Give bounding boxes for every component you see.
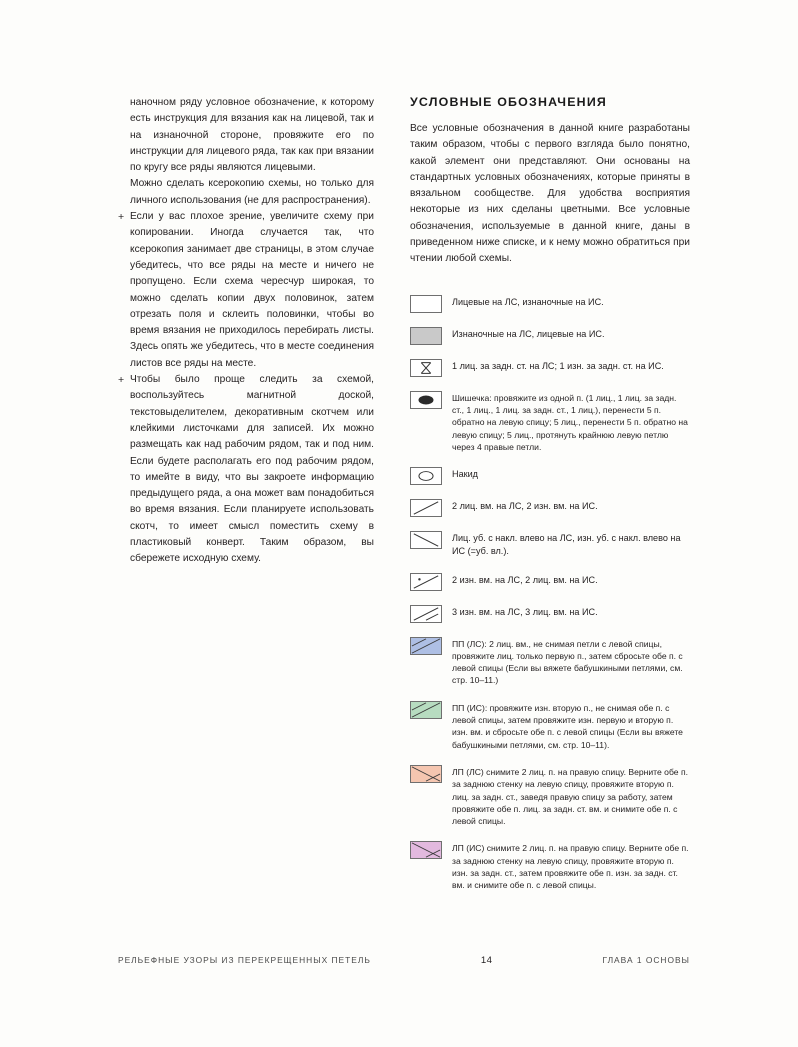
symbol-container [410, 636, 452, 655]
legend-item [410, 294, 690, 313]
paragraph-text: Если у вас плохое зрение, увеличите схему при копировании. Иногда случается так, что ксерокопия занимает две страницы, в этом случае убедитесь, что все ряды на месте и ничего не пропущено. Если схема чересчур широкая, то можно сделать копии двух половинок, затем отрезать поля и склеить половинки, чтобы во время вязания не приходилось перебирать листы. Здесь опять же убедитесь, что в месте соединения листов все ряды на месте. [130, 211, 374, 369]
legend-item-text: ЛП (ИС) снимите 2 лиц. п. на правую спицу. Верните обе п. за заднюю стенку на левую спицу, провяжите вторую п. изн. за задн. ст., затем провяжите обе п. изн. за задн. ст. вм. и снимите обе п. с левой спицы. [452, 843, 689, 891]
legend-item-text: Изнаночные на ЛС, лицевые на ИС. [452, 328, 605, 339]
page-content [118, 95, 690, 905]
symbol-container [410, 358, 452, 377]
symbol-container [410, 294, 452, 313]
legend-item [410, 700, 690, 751]
legend-item [410, 604, 690, 623]
legend-item [410, 390, 690, 453]
p2tog-symbol [410, 573, 442, 591]
left-cross-ws-symbol [410, 841, 442, 859]
legend-item-text: Шишечка: провяжите из одной п. (1 лиц., 1 лиц. за задн. ст., 1 лиц., 1 лиц. за задн. ст., 1 лиц.), перенести 5 п. обратно на левую спицу; 5 лиц., перенести 5 п. обратно на левую спицу; 5 лиц., протянуть крайнюю левую петлю через 4 правые петли. [452, 392, 688, 452]
paragraph [118, 95, 374, 176]
page-number: 14 [480, 955, 493, 966]
paragraph-text: наночном ряду условное обозначение, к которому есть инструкция для вязания как на лицевой, так и на изнаночной стороне, провяжите его по инструкции для лицевого ряда, так как при вязании по кругу все ряды являются лицевыми. [130, 97, 374, 174]
left-text-column [118, 95, 374, 568]
paragraph-bulleted [118, 372, 374, 568]
legend-symbol-list [410, 294, 690, 892]
symbol-container [410, 530, 452, 549]
yarn-over-symbol [410, 467, 442, 485]
symbol-container [410, 390, 452, 409]
page-footer [118, 955, 690, 966]
legend-item [410, 498, 690, 517]
paragraph-text: Можно сделать ксерокопию схемы, но только для личного использования (не для распространения). [130, 178, 374, 206]
legend-item [410, 764, 690, 827]
legend-item [410, 530, 690, 558]
legend-item-text: Лиц. уб. с накл. влево на ЛС, изн. уб. с накл. влево на ИС (=уб. вл.). [452, 533, 681, 557]
ssk-symbol [410, 531, 442, 549]
footer-chapter-subtitle: РЕЛЬЕФНЫЕ УЗОРЫ ИЗ ПЕРЕКРЕЩЕННЫХ ПЕТЕЛЬ [118, 955, 371, 965]
two-column-layout [118, 95, 690, 905]
right-cross-ws-symbol [410, 701, 442, 719]
left-cross-rs-symbol [410, 765, 442, 783]
legend-heading: УСЛОВНЫЕ ОБОЗНАЧЕНИЯ [410, 95, 608, 109]
legend-item-text: 2 изн. вм. на ЛС, 2 лиц. вм. на ИС. [452, 574, 598, 585]
legend-item [410, 358, 690, 377]
legend-intro-text: Все условные обозначения в данной книге разработаны таким образом, чтобы с первого взгляда было понятно, какой элемент они представляют. Они основаны на стандартных условных обозначениях, которые приняты в вязальном сообществе. Для удобства восприятия некоторые из них сделаны цветными. Все условные обозначения, используемые в данной книге, даны в приведенном ниже списке, и к нему можно обратиться при чтении любой схемы. [410, 123, 690, 265]
legend-item-text: ЛП (ЛС) снимите 2 лиц. п. на правую спицу. Верните обе п. за заднюю стенку на левую спицу, провяжите вторую п. лиц. за задн. ст., заведя правую спицу за работу, затем провяжите обе п. лиц. за задн. ст. вм. и снимите обе п. с левой спицы. [452, 766, 688, 827]
legend-item-text: ПП (ИС): провяжите изн. вторую п., не снимая обе п. с левой спицы, затем провяжите изн. первую и вторую п. изн. вм. и сбросьте обе п. с левой спицы (Если вы вяжете бабушкиными петлями, см. стр. 10–11). [452, 702, 683, 750]
symbol-container [410, 498, 452, 517]
legend-item [410, 572, 690, 591]
legend-item-text: 2 лиц. вм. на ЛС, 2 изн. вм. на ИС. [452, 501, 598, 512]
symbol-container [410, 700, 452, 719]
legend-item [410, 840, 690, 891]
symbol-container [410, 840, 452, 859]
legend-item-text: Лицевые на ЛС, изнаночные на ИС. [452, 296, 604, 307]
symbol-container [410, 764, 452, 783]
legend-column [410, 95, 690, 905]
k3tog-symbol [410, 605, 442, 623]
paragraph-text: Чтобы было проще следить за схемой, воспользуйтесь магнитной доской, текстовыделителем, декоративным скотчем или клейкими листочками для записей. Их можно размещать как над рабочим рядом, так и под ним. Если будете располагать его под рабочим рядом, то имейте в виду, что вы закроете информацию предыдущего ряда, а она может вам понадобиться во время вязания. Если планируете использовать скотч, то имеет смысл поместить схему в пластиковый конверт. Таким образом, вы сбережете исходную схему. [130, 374, 374, 565]
symbol-container [410, 326, 452, 345]
k2tog-symbol [410, 499, 442, 517]
bullet-marker: + [118, 211, 125, 224]
paragraph-bulleted [118, 209, 374, 372]
empty-square-symbol [410, 295, 442, 313]
legend-item [410, 636, 690, 687]
legend-item-text: 3 изн. вм. на ЛС, 3 лиц. вм. на ИС. [452, 606, 598, 617]
footer-chapter-title: ГЛАВА 1 ОСНОВЫ [602, 955, 690, 965]
legend-item [410, 326, 690, 345]
right-cross-rs-symbol [410, 637, 442, 655]
bullet-marker: + [118, 374, 125, 387]
legend-item-text: Накид [452, 469, 478, 480]
symbol-container [410, 604, 452, 623]
twisted-stitch-symbol [410, 359, 442, 377]
legend-item-text: ПП (ЛС): 2 лиц. вм., не снимая петли с левой спицы, провяжите лиц. только первую п., затем сбросьте обе п. с левой спицы (Если вы вяжете бабушкиными петлями, см. стр. 10–11.) [452, 638, 683, 686]
symbol-container [410, 466, 452, 485]
bobble-symbol [410, 391, 442, 409]
paragraph [118, 176, 374, 209]
legend-item [410, 466, 690, 485]
gray-square-symbol [410, 327, 442, 345]
legend-item-text: 1 лиц. за задн. ст. на ЛС; 1 изн. за задн. ст. на ИС. [452, 360, 664, 371]
symbol-container [410, 572, 452, 591]
